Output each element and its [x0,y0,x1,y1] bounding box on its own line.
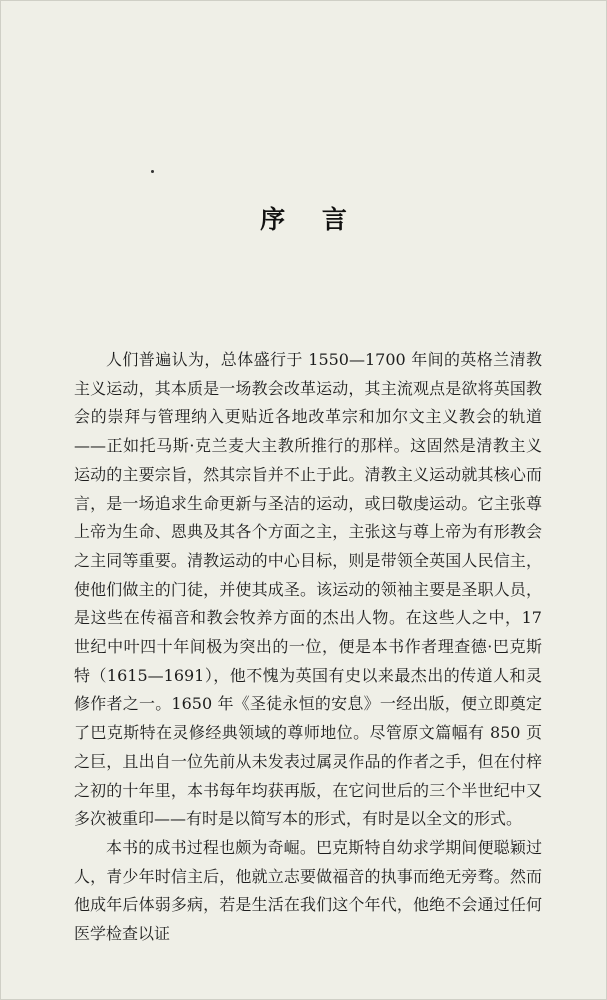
paragraph-1: 人们普遍认为，总体盛行于 1550—1700 年间的英格兰清教主义运动，其本质是一场教会改革运动，其主流观点是欲将英国教会的崇拜与管理纳入更贴近各地改革宗和加尔文主义教会的轨道——正如托马斯·克兰麦大主教所推行的那样。这固然是清教主义运动的主要宗旨，然其宗旨并不止于此。清教主义运动就其核心而言，是一场追求生命更新与圣洁的运动，或曰敬虔运动。它主张尊上帝为生命、恩典及其各个方面之主，主张这与尊上帝为有形教会之主同等重要。清教运动的中心目标，则是带领全英国人民信主，使他们做主的门徒，并使其成圣。该运动的领袖主要是圣职人员，是这些在传福音和教会牧养方面的杰出人物。在这些人之中，17 世纪中叶四十年间极为突出的一位，便是本书作者理查德·巴克斯特（1615—1691），他不愧为英国有史以来最杰出的传道人和灵修作者之一。1650 年《圣徒永恒的安息》一经出版，便立即奠定了巴克斯特在灵修经典领域的尊师地位。尽管原文篇幅有 850 页之巨，且出自一位先前从未发表过属灵作品的作者之手，但在付梓之初的十年里，本书每年均获再版，在它问世后的三个半世纪中又多次被重印——有时是以简写本的形式，有时是以全文的形式。 [74,350,542,829]
decorative-dot [151,170,154,173]
body-text [74,346,542,949]
page-title: 序 言 [260,205,361,234]
paragraph-2: 本书的成书过程也颇为奇崛。巴克斯特自幼求学期间便聪颖过人，青少年时信主后，他就立志要做福音的执事而绝无旁骛。然而他成年后体弱多病，若是生活在我们这个年代，他绝不会通过任何医学检查以证 [74,837,542,944]
